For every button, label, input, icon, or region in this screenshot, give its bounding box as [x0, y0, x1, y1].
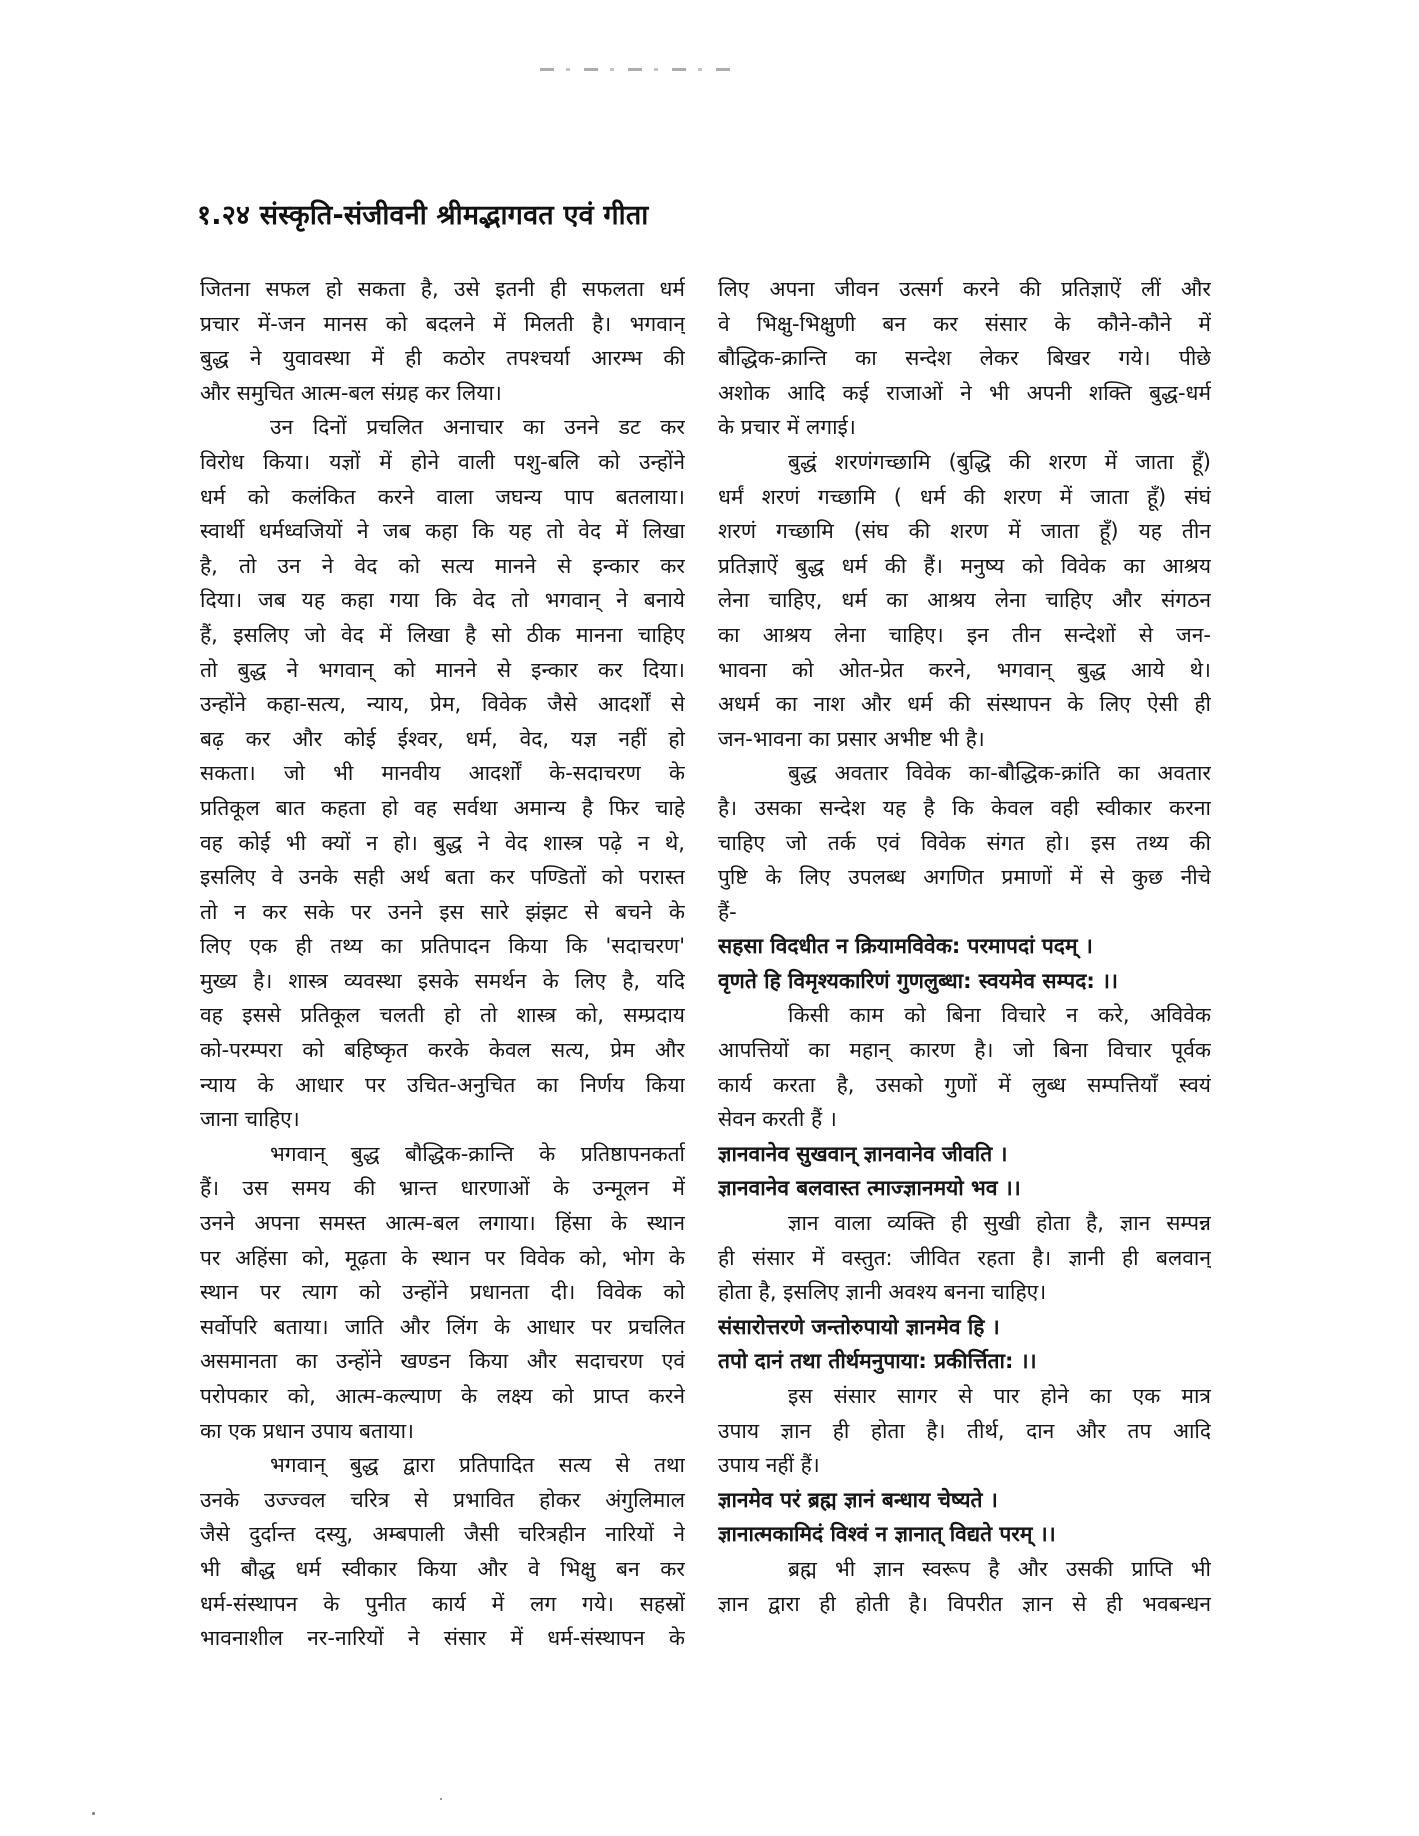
text-line: लिए अपना जीवन उत्सर्ग करने की प्रतिज्ञाऐं लीं और: [718, 277, 1211, 301]
text-line: भी बौद्ध धर्म स्वीकार किया और वे भिक्षु बन कर: [200, 1556, 685, 1581]
text-line: धर्म-संस्थापन के पुनीत कार्य में लग गये। सहस्रों: [200, 1591, 685, 1616]
text-line: है। उसका सन्देश यह है कि केवल वही स्वीकार करना: [718, 795, 1211, 820]
text-line: आपत्तियों का महान् कारण है। जो बिना विचार पूर्वक: [718, 1038, 1211, 1063]
text-line: सेवन करती हैं ।: [718, 1107, 837, 1132]
paragraph-start-line: बुद्धं शरणंगच्छामि (बुद्धि की शरण में जाता हूँ): [788, 449, 1211, 474]
text-line: वे भिक्षु-भिक्षुणी बन कर संसार के कौने-कौने में: [718, 311, 1211, 336]
text-line: को-परम्परा को बहिष्कृत करके केवल सत्य, प्रेम और: [200, 1038, 685, 1063]
paragraph-start-line: ज्ञान वाला व्यक्ति ही सुखी होता है, ज्ञान सम्पन्न: [788, 1211, 1211, 1236]
text-line: असमानता का उन्होंने खण्डन किया और सदाचरण एवं: [200, 1349, 685, 1374]
text-line: पुष्टि के लिए उपलब्ध अगणित प्रमाणों में से कुछ नीचे: [718, 865, 1211, 890]
text-line: स्थान पर त्याग को उन्होंने प्रधानता दी। विवेक को: [200, 1280, 685, 1305]
text-line: अधर्म का नाश और धर्म की संस्थापन के लिए ऐसी ही: [718, 692, 1211, 717]
text-line: धर्म को कलंकित करने वाला जघन्य पाप बतलाया।: [200, 484, 685, 509]
sanskrit-verse-line: ज्ञानवानेव सुखवान् ज्ञानवानेव जीवति ।: [718, 1141, 1008, 1166]
text-line: तो बुद्ध ने भगवान् को मानने से इन्कार कर दिया।: [200, 657, 685, 682]
paragraph-start-line: इस संसार सागर से पार होने का एक मात्र: [788, 1384, 1211, 1408]
text-line: ज्ञान द्वारा ही होती है। विपरीत ज्ञान से ही भवबन्धन: [718, 1591, 1211, 1616]
text-line: होता है, इसलिए ज्ञानी अवश्य बनना चाहिए।: [718, 1280, 1047, 1305]
scan-artifact: [540, 68, 740, 71]
text-line: हैं-: [718, 899, 737, 924]
text-line: उपाय ज्ञान ही होता है। तीर्थ, दान और तप आदि: [718, 1418, 1211, 1443]
sanskrit-verse-line: ज्ञानात्मकामिदं विश्वं न ज्ञानात् विद्यते परम् ।।: [718, 1522, 1056, 1547]
text-line: का एक प्रधान उपाय बताया।: [200, 1418, 414, 1443]
text-line: जितना सफल हो सकता है, उसे इतनी ही सफलता धर्म: [200, 277, 685, 301]
text-line: ही संसार में वस्तुत: जीवित रहता है। ज्ञानी ही बलवान्: [718, 1245, 1211, 1270]
text-line: और समुचित आत्म-बल संग्रह कर लिया।: [200, 380, 502, 405]
sanskrit-verse-line: वृणते हि विमृश्यकारिणं गुणलुब्धा: स्वयमेव सम्पद: ।।: [718, 968, 1118, 993]
text-line: हैं। उस समय की भ्रान्त धारणाओं के उन्मूलन में: [200, 1176, 685, 1201]
text-line: उन्होंने कहा-सत्य, न्याय, प्रेम, विवेक जैसे आदर्शों से: [200, 692, 685, 717]
text-line: उपाय नहीं हैं।: [718, 1453, 820, 1478]
text-line: प्रतिकूल बात कहता हो वह सर्वथा अमान्य है फिर चाहे: [200, 795, 685, 820]
text-line: जैसे दुर्दान्त दस्यु, अम्बपाली जैसी चरित्रहीन नारियों ने: [200, 1522, 685, 1547]
text-line: न्याय के आधार पर उचित-अनुचित का निर्णय किया: [200, 1072, 685, 1097]
text-line: वह इससे प्रतिकूल चलती हो तो शास्त्र को, सम्प्रदाय: [200, 1003, 685, 1028]
running-head: १.२४ संस्कृति-संजीवनी श्रीमद्भागवत एवं गीता: [197, 200, 649, 231]
text-line: मुख्य है। शास्त्र व्यवस्था इसके समर्थन के लिए है, यदि: [200, 968, 685, 993]
sanskrit-verse-line: संसारोत्तरणे जन्तोरुपायो ज्ञानमेव हि ।: [718, 1314, 1000, 1339]
text-line: प्रतिज्ञाऐं बुद्ध धर्म की हैं। मनुष्य को विवेक का आश्रय: [718, 553, 1211, 578]
text-line: जन-भावना का प्रसार अभीष्ट भी है।: [718, 726, 985, 751]
sanskrit-verse-line: ज्ञानमेव परं ब्रह्म ज्ञानं बन्धाय चेष्यते ।: [718, 1487, 998, 1512]
paragraph-start-line: ब्रह्म भी ज्ञान स्वरूप है और उसकी प्राप्ति भी: [788, 1556, 1211, 1581]
sanskrit-verse-line: सहसा विदधीत न क्रियामविवेक: परमापदां पदम् ।: [718, 934, 1093, 959]
text-line: के प्रचार में लगाई।: [718, 415, 856, 440]
text-line: परोपकार को, आत्म-कल्याण के लक्ष्य को प्राप्त करने: [200, 1384, 685, 1408]
paragraph-start-line: बुद्ध अवतार विवेक का-बौद्धिक-क्रांति का अवतार: [788, 761, 1211, 786]
left-column: [200, 272, 685, 1656]
text-line: हैं, इसलिए जो वेद में लिखा है सो ठीक मानना चाहिए: [200, 622, 685, 647]
text-line: स्वार्थी धर्मध्वजियों ने जब कहा कि यह तो वेद में लिखा: [200, 519, 685, 544]
paragraph-start-line: भगवान् बुद्ध द्वारा प्रतिपादित सत्य से तथा: [270, 1453, 685, 1478]
text-line: विरोध किया। यज्ञों में होने वाली पशु-बलि को उन्होंने: [200, 449, 685, 474]
text-line: दिया। जब यह कहा गया कि वेद तो भगवान् ने बनाये: [200, 588, 685, 613]
text-line: पर अहिंसा को, मूढ़ता के स्थान पर विवेक को, भोग के: [200, 1245, 685, 1270]
text-line: प्रचार में-जन मानस को बदलने में मिलती है। भगवान्: [200, 311, 685, 336]
text-line: वह कोई भी क्यों न हो। बुद्ध ने वेद शास्त्र पढ़े न थे,: [200, 830, 685, 855]
paragraph-start-line: भगवान् बुद्ध बौद्धिक-क्रान्ति के प्रतिष्ठापनकर्ता: [270, 1141, 685, 1166]
scan-speck: [440, 1798, 442, 1800]
text-line: सर्वोपरि बताया। जाति और लिंग के आधार पर प्रचलित: [200, 1314, 685, 1339]
text-line: इसलिए वे उनके सही अर्थ बता कर पण्डितों को परास्त: [200, 865, 685, 890]
text-line: उनके उज्ज्वल चरित्र से प्रभावित होकर अंगुलिमाल: [200, 1487, 685, 1512]
text-line: उनने अपना समस्त आत्म-बल लगाया। हिंसा के स्थान: [200, 1211, 685, 1236]
text-line: सकता। जो भी मानवीय आदर्शों के-सदाचरण के: [200, 761, 685, 786]
text-line: का आश्रय लेना चाहिए। इन तीन सन्देशों से जन-: [718, 622, 1211, 647]
text-line: तो न कर सके पर उनने इस सारे झंझट से बचने के: [200, 899, 685, 924]
sanskrit-verse-line: तपो दानं तथा तीर्थमनुपाया: प्रकीर्त्तिता: ।।: [718, 1349, 1037, 1374]
right-column: [718, 272, 1211, 1621]
text-line: बढ़ कर और कोई ईश्वर, धर्म, वेद, यज्ञ नहीं हो: [200, 726, 685, 751]
text-line: लिए एक ही तथ्य का प्रतिपादन किया कि 'सदाचरण': [200, 934, 685, 959]
text-line: अशोक आदि कई राजाओं ने भी अपनी शक्ति बुद्ध-धर्म: [718, 380, 1211, 405]
text-line: धर्मं शरणं गच्छामि ( धर्म की शरण में जाता हूँ) संघं: [718, 484, 1211, 509]
text-line: है, तो उन ने वेद को सत्य मानने से इन्कार कर: [200, 553, 685, 578]
text-line: कार्य करता है, उसको गुणों में लुब्ध सम्पत्तियाँ स्वयं: [718, 1072, 1211, 1097]
text-line: भावनाशील नर-नारियों ने संसार में धर्म-संस्थापन के: [200, 1626, 685, 1651]
text-line: शरणं गच्छामि (संघ की शरण में जाता हूँ) यह तीन: [718, 519, 1211, 544]
scan-speck: [92, 1812, 95, 1815]
text-line: बुद्ध ने युवावस्था में ही कठोर तपश्चर्या आरम्भ की: [200, 346, 685, 371]
paragraph-start-line: उन दिनों प्रचलित अनाचार का उनने डट कर: [270, 415, 685, 440]
paragraph-start-line: किसी काम को बिना विचारे न करे, अविवेक: [788, 1003, 1211, 1028]
text-line: चाहिए जो तर्क एवं विवेक संगत हो। इस तथ्य की: [718, 830, 1211, 855]
text-line: जाना चाहिए।: [200, 1107, 300, 1132]
sanskrit-verse-line: ज्ञानवानेव बलवास्त त्माज्ज्ञानमयो भव ।।: [718, 1176, 1021, 1201]
text-line: बौद्धिक-क्रान्ति का सन्देश लेकर बिखर गये। पीछे: [718, 346, 1211, 371]
text-line: लेना चाहिए, धर्म का आश्रय लेना चाहिए और संगठन: [718, 588, 1211, 613]
text-line: भावना को ओत-प्रेत करने, भगवान् बुद्ध आये थे।: [718, 657, 1211, 682]
